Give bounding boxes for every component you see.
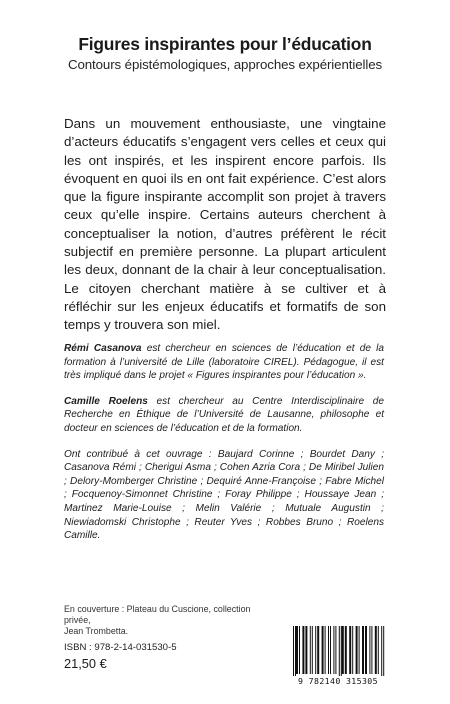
author-bio-text-2: est chercheur au Centre Interdisciplinaire de Recherche en Éthique de l’Université de Lausanne, philosophe et docteur en sciences de l’éducation et de la formation. — [64, 395, 384, 434]
author-bio-text-1: est chercheur en sciences de l’éducation et de la formation à l’université de Lille (laboratoire CIREL). Pédagogue, il est très impliqué dans le projet « Figures inspirantes pour l’éducation ». — [64, 343, 385, 382]
cover-credit — [64, 604, 264, 638]
barcode-bar — [315, 626, 316, 674]
book-title: Figures inspirantes pour l’éducation — [78, 34, 372, 54]
barcode-bar — [342, 626, 344, 674]
barcode-bar — [312, 626, 313, 674]
summary-text: Dans un mouvement enthousiaste, une vingtaine d’acteurs éducatifs s’engagent vers celles et ceux qui les ont inspirés, et les inspirent encore parfois. Ils évoquent en quoi ils en ont fait expérience. C’est alors que la figure inspirante accomplit son projet à travers ceux qu’elle inspire. Certains auteurs cherchent à conceptualiser la notion, d’autres préfèrent le récit subjectif en première personne. La plupart articulent les deux, donnant de la chair à leur conceptualisation. Le citoyen cherchant matière à se cultiver et à réfléchir sur les enjeux éducatifs et formatifs de son temps y trouvera son miel. — [64, 116, 386, 333]
book-subtitle: Contours épistémologiques, approches expérientielles — [67, 57, 383, 72]
barcode-bar — [305, 626, 307, 674]
barcode-bar — [365, 626, 367, 674]
barcode-bar — [352, 626, 353, 674]
isbn-label: ISBN : 978-2-14-031530-5 — [64, 642, 177, 653]
barcode-bar — [362, 626, 364, 674]
barcode-guard-bar — [339, 626, 340, 678]
barcode-bar — [325, 626, 326, 674]
barcode-bar — [349, 626, 351, 674]
barcode-guard-bar — [295, 626, 296, 678]
barcode-guard-bar — [341, 626, 342, 678]
barcode-bar — [369, 626, 370, 674]
barcode-bar — [302, 626, 304, 674]
barcode — [283, 626, 393, 690]
price-label: 21,50 € — [64, 656, 107, 671]
barcode-bar — [335, 626, 336, 674]
author-bio-2 — [64, 395, 384, 436]
barcode-bar — [378, 626, 379, 674]
author-bio-1 — [64, 342, 384, 383]
barcode-bar — [375, 626, 377, 674]
barcode-guard-bar — [383, 626, 384, 678]
barcode-bar — [299, 626, 300, 674]
author-name-2: Camille Roelens — [64, 395, 148, 407]
barcode-bar — [330, 626, 331, 674]
barcode-bar — [328, 626, 329, 674]
barcode-bar — [371, 626, 372, 674]
barcode-bar — [359, 626, 360, 674]
barcode-digits: 9 782140 315305 — [283, 676, 393, 686]
barcode-bar — [322, 626, 324, 674]
barcode-bar — [296, 626, 298, 674]
author-name-1: Rémi Casanova — [64, 343, 142, 354]
barcode-bar — [317, 626, 319, 674]
barcode-bar — [345, 626, 347, 674]
cover-credit-line-2: Jean Trombetta. — [64, 626, 129, 637]
barcode-bar — [356, 626, 358, 674]
barcode-bars — [283, 626, 393, 678]
cover-credit-line-1: En couverture : Plateau du Cuscione, collection privée, — [64, 604, 251, 626]
barcode-bar — [310, 626, 311, 674]
barcode-guard-bar — [381, 626, 382, 678]
barcode-bar — [333, 626, 334, 674]
author-bios — [64, 342, 384, 555]
contributors-list: Ont contribué à cet ouvrage : Baujard Corinne ; Bourdet Dany ; Casanova Rémi ; Cherigui Asma ; Cohen Azria Cora ; De Miribel Julien ; Delory-Momberger Christine ; Dequiré Anne-Françoise ; Fabre Michel ; Focquenoy-Simonnet Christine ; Foray Philippe ; Houssaye Jean ; Martinez Marie-Louise ; Melin Valérie ; Mutuale Augustin ; Niewiadomski Christophe ; Reuter Yves ; Robbes Bruno ; Roelens Camille. — [64, 448, 384, 542]
barcode-guard-bar — [293, 626, 294, 678]
